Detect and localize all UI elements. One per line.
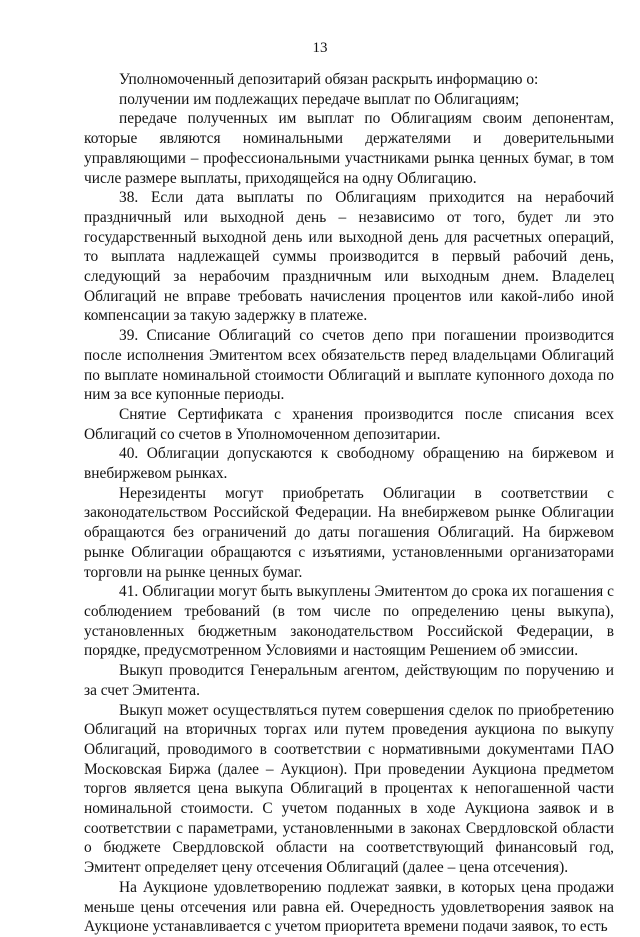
- paragraph-depository-disclosure: Уполномоченный депозитарий обязан раскрыть информацию о:: [119, 71, 539, 88]
- paragraph-clause-38: 38. Если дата выплаты по Облигациям приходится на нерабочий праздничный или выходной день – независимо от того, будет ли это государственный выходной день или выходной день для расчетных операций, то выплата надлежащей суммы производится в первый рабочий день, следующий за нерабочим праздничным или выходным днем. Владелец Облигаций не вправе требовать начисления процентов или какой-либо иной компенсации за такую задержку в платеже.: [84, 189, 614, 325]
- paragraph-nonresidents: Нерезиденты могут приобретать Облигации в соответствии с законодательством Российской Федерации. На внебиржевом рынке Облигации обращаются без ограничений до даты погашения Облигаций. На биржевом рынке Облигации обращаются с изъятиями, установленными организаторами торговли на рынке ценных бумаг.: [84, 484, 614, 581]
- paragraph-certificate-removal: Снятие Сертификата с хранения производится после списания всех Облигаций со счетов в Уполномоченном депозитарии.: [84, 405, 614, 443]
- paragraph-receipt-of-payments: получении им подлежащих передаче выплат по Облигациям;: [119, 90, 520, 108]
- paragraph-transfer-of-payments: передаче полученных им выплат по Облигациям своим депонентам, которые являются номинальными держателями и доверительными управляющими – профессиональными участниками рынка ценных бумаг, в том числе размере выплаты, приходящейся на одну Облигацию.: [84, 110, 614, 187]
- paragraph-clause-39: 39. Списание Облигаций со счетов депо при погашении производится после исполнения Эмитентом всех обязательств перед владельцами Облигаций по выплате номинальной стоимости Облигаций и выплате купонного дохода по ним за все купонные периоды.: [84, 327, 614, 404]
- paragraph-buyback-auction: Выкуп может осуществляться путем совершения сделок по приобретению Облигаций на вторичных торгах или путем проведения аукциона по выкупу Облигаций, проводимого в соответствии с нормативными документами ПАО Московская Биржа (далее – Аукцион). При проведении Аукциона предметом торгов является цена выкупа Облигаций в процентах к непогашенной части номинальной стоимости. С учетом поданных в ходе Аукциона заявок и в соответствии с параметрами, установленными в законах Свердловской области о бюджете Свердловской области на соответствующий финансовый год, Эмитент определяет цену отсечения Облигаций (далее – цена отсечения).: [84, 701, 614, 877]
- paragraph-buyback-agent: Выкуп проводится Генеральным агентом, действующим по поручению и за счет Эмитента.: [84, 662, 614, 699]
- paragraph-clause-40: 40. Облигации допускаются к свободному обращению на биржевом и внебиржевом рынках.: [84, 445, 614, 483]
- paragraph-clause-41: 41. Облигации могут быть выкуплены Эмитентом до срока их погашения с соблюдением требований (в том числе по определению цены выкупа), установленных бюджетным законодательством Российской Федерации, в порядке, предусмотренном Условиями и настоящим Решением об эмиссии.: [84, 583, 614, 660]
- page-number: 13: [312, 40, 328, 56]
- paragraph-auction-orders: На Аукционе удовлетворению подлежат заявки, в которых цена продажи меньше цены отсечения или равна ей. Очередность удовлетворения заявок на Аукционе устанавливается с учетом приоритета времени подачи заявок, то есть: [84, 878, 614, 936]
- document-body: [84, 70, 614, 937]
